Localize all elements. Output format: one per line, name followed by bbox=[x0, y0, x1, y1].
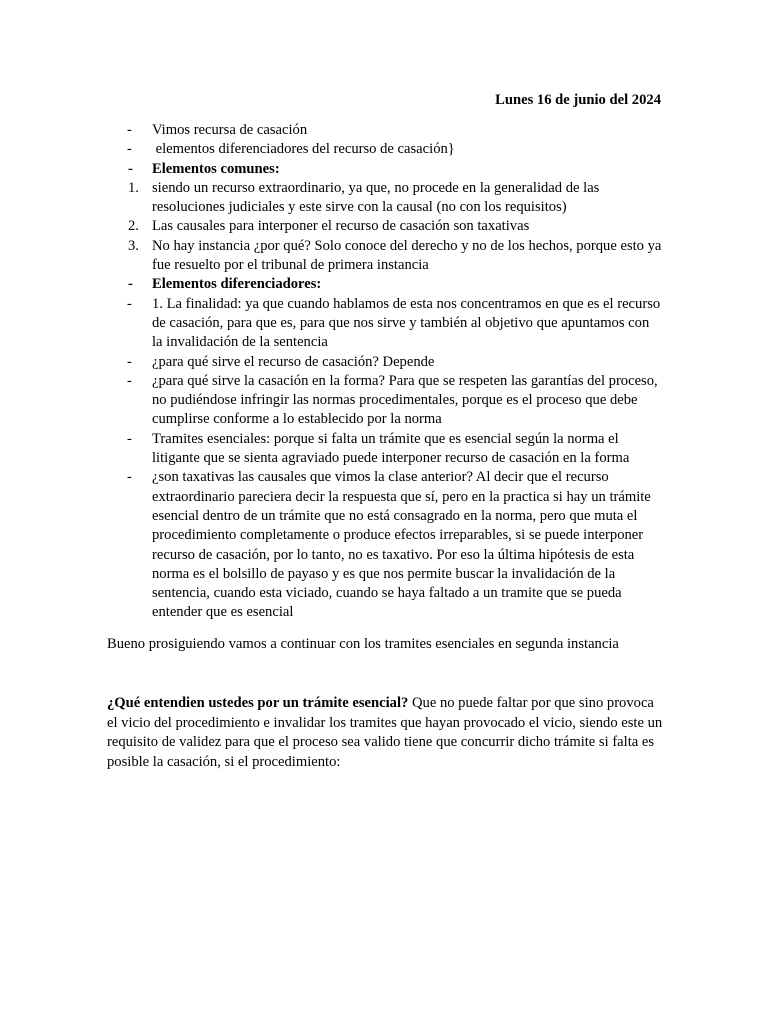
list-item bbox=[107, 237, 663, 276]
list-marker: - bbox=[127, 430, 132, 447]
list-marker: - bbox=[127, 372, 132, 389]
question-paragraph bbox=[107, 694, 663, 772]
list-marker: - bbox=[127, 122, 132, 138]
list-item-text: elementos diferenciadores del recurso de casación} bbox=[152, 141, 455, 158]
list-item-text: ¿son taxativas las causales que vimos la clase anterior? Al decir que el recurso extraordinario pareciera decir la respuesta que sí, pero en la practica si hay un trámite esencial dentro de un trámite que no está consagrado en la norma, pero que muta el procedimiento completamente o produce efectos irreparables, si se puede interponer recurso de casación, por lo tanto, no es taxativo. Por eso la última hipótesis de esta norma es el bolsillo de payaso y es que nos permite buscar la invalidación de la sentencia, cuando esta viciado, cuando se haya faltado a un tramite que se pueda entender que es esencial bbox=[152, 469, 651, 621]
list-number: 1. bbox=[128, 179, 139, 196]
list-marker: - bbox=[127, 141, 132, 158]
list-item-heading bbox=[107, 275, 663, 294]
list-item bbox=[107, 217, 663, 236]
notes-list bbox=[107, 121, 663, 623]
body-paragraph: Bueno prosiguiendo vamos a continuar con los tramites esenciales en segunda instancia bbox=[107, 636, 619, 652]
list-item-text: Vimos recursa de casación bbox=[152, 122, 308, 138]
list-item bbox=[107, 179, 663, 218]
list-item-heading bbox=[107, 160, 663, 179]
list-item bbox=[107, 353, 663, 372]
list-item-text: 1. La finalidad: ya que cuando hablamos de esta nos concentramos en que es el recurso de casación, para que es, para que nos sirve y también al objetivo que apuntamos con la invalidación de la sentencia bbox=[152, 295, 661, 351]
list-number: 2. bbox=[128, 218, 139, 235]
list-item bbox=[107, 140, 663, 159]
section-heading-common: Elementos comunes: bbox=[152, 160, 280, 177]
list-item-text: ¿para qué sirve el recurso de casación? Depende bbox=[152, 353, 435, 370]
list-item bbox=[107, 295, 663, 353]
document-date: Lunes 16 de junio del 2024 bbox=[495, 92, 661, 108]
list-item-text: Las causales para interponer el recurso de casación son taxativas bbox=[152, 218, 530, 235]
section-heading-differentiators: Elementos diferenciadores: bbox=[152, 276, 322, 293]
list-item-text: No hay instancia ¿por qué? Solo conoce del derecho y no de los hechos, porque esto ya fue resuelto por el tribunal de primera instancia bbox=[152, 237, 662, 274]
list-item-text: Tramites esenciales: porque si falta un trámite que es esencial según la norma el litigante que se sienta agraviado puede interponer recurso de casación en la forma bbox=[152, 430, 630, 467]
list-marker: - bbox=[127, 353, 132, 370]
list-number: 3. bbox=[128, 237, 139, 254]
list-item bbox=[107, 372, 663, 430]
list-marker: - bbox=[128, 160, 133, 177]
list-marker: - bbox=[127, 295, 132, 312]
list-item bbox=[107, 121, 663, 140]
list-marker: - bbox=[127, 469, 132, 486]
list-item bbox=[107, 430, 663, 469]
list-marker: - bbox=[128, 276, 133, 293]
list-item-text: ¿para qué sirve la casación en la forma? Para que se respeten las garantías del proceso, no pudiéndose infringir las normas procedimentales, porque es el proceso que debe cumplirse conforme a lo establecido por la norma bbox=[152, 372, 658, 428]
question-lead: ¿Qué entendien ustedes por un trámite esencial? bbox=[107, 695, 409, 711]
question-answer: Que no puede faltar por que sino provoca el vicio del procedimiento e invalidar los tramites que hayan provocado el vicio, siendo este un requisito de validez para que el proceso sea valido tiene que concurrir dicho trámite si falta es posible la casación, si el procedimiento: bbox=[107, 695, 663, 770]
list-item-text: siendo un recurso extraordinario, ya que, no procede en la generalidad de las resoluciones judiciales y este sirve con la causal (no con los requisitos) bbox=[152, 179, 600, 216]
list-item bbox=[107, 468, 663, 622]
